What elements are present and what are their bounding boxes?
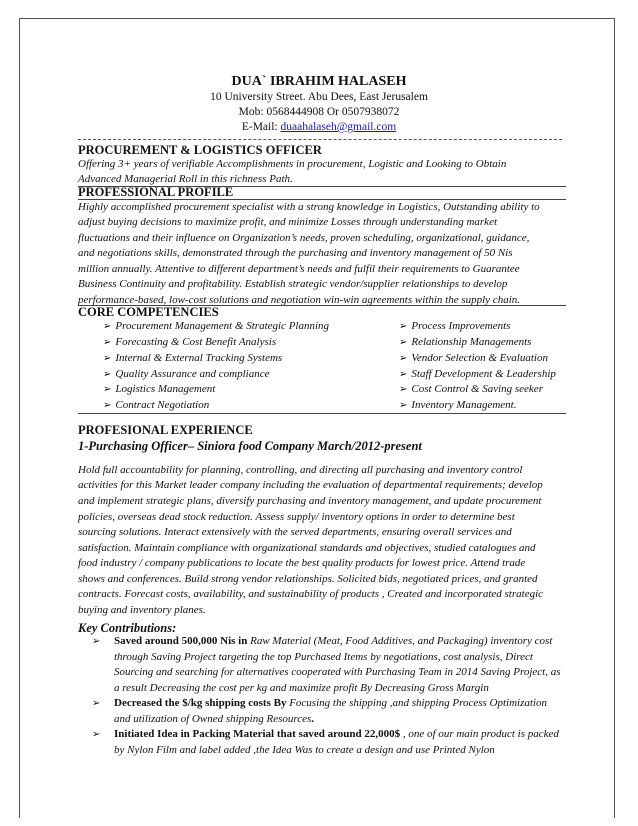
arrow-bullet-icon: ➢ — [399, 321, 408, 332]
candidate-name: DUA` IBRAHIM HALASEH — [231, 74, 407, 89]
objective-line: Advanced Managerial Roll in this richness Path. — [78, 173, 293, 185]
experience-title: PROFESIONAL EXPERIENCE — [78, 423, 253, 437]
contribution-item: ➢ Initiated Idea in Packing Material that saved around 22,000$ , one of our main product is packed by Nylon Film and label added ,the Idea Was to create a design and use Printed Nylon — [92, 728, 559, 756]
arrow-bullet-icon: ➢ — [399, 369, 408, 380]
competency-item: ➢ Vendor Selection & Evaluation — [399, 352, 548, 364]
objective-line: Offering 3+ years of verifiable Accomplishments in procurement, Logistic and Looking to Obtain — [78, 158, 507, 170]
profile-line: Highly accomplished procurement specialist with a strong knowledge in Logistics, Outstanding ability to — [78, 201, 540, 213]
competency-item: ➢ Procurement Management & Strategic Planning — [103, 320, 330, 332]
job-description-line: buying and inventory planes. — [78, 604, 206, 616]
job-description-line: food industry / company publications to locate the best quality products for lowest price. Attend trade — [78, 557, 526, 569]
contribution-item: ➢ Saved around 500,000 Nis in Raw Material (Meat, Food Additives, and Packaging) inventory cost through Saving Project targeting the top Purchased Items by negotiations, cost analysis, Direct Sourcing and searching for alternatives cooperated with Purchasing Team in 2014 Saving Project, as a result Decreasing the cost per kg and maximize profit By Decreasing Gross Margin — [92, 635, 561, 694]
job-title: 1-Purchasing Officer– Siniora food Company March/2012-present — [78, 439, 422, 453]
arrow-bullet-icon: ➢ — [92, 698, 101, 709]
divider — [78, 139, 562, 140]
job-description-line: contracts. Forecast costs, availability, and sustainability of products , Created and incorporated strategic — [78, 588, 544, 600]
profile-line: million annually. Attentive to different department’s needs and fulfil their requirements to Guarantee — [78, 263, 520, 275]
arrow-bullet-icon: ➢ — [399, 400, 408, 411]
job-description-line: sourcing solutions. Interact extensively with the served departments, ensuring overall services and — [78, 526, 512, 538]
arrow-bullet-icon: ➢ — [92, 729, 101, 740]
competency-item: ➢ Relationship Managements — [399, 336, 532, 348]
competencies-title: CORE COMPETENCIES — [78, 305, 219, 319]
objective-title: PROCUREMENT & LOGISTICS OFFICER — [78, 143, 322, 157]
arrow-bullet-icon: ➢ — [103, 353, 112, 364]
arrow-bullet-icon: ➢ — [92, 636, 101, 647]
competency-item: ➢ Contract Negotiation — [103, 399, 210, 411]
profile-line: performance-based, low-cost solutions and negotiation win-win agreements within the supply chain. — [78, 294, 520, 306]
divider — [78, 413, 566, 414]
job-description-line: activities for this Market leader company including the evaluation of departmental requirements; develop — [78, 479, 543, 491]
job-description-line: policies, overseas dead stock reduction. Assess supply/ inventory options in order to determine best — [78, 511, 515, 523]
arrow-bullet-icon: ➢ — [399, 384, 408, 395]
job-description-line: satisfaction. Maintain compliance with organizational standards and objectives, studied catalogues and — [78, 542, 536, 554]
competency-item: ➢ Internal & External Tracking Systems — [103, 352, 283, 364]
email-line: E-Mail: duaahalaseh@gmail.com — [241, 121, 397, 133]
job-description-line: shows and conferences. Build strong vendor relationships. Solicited bids, negotiated prices, and granted — [78, 573, 538, 585]
arrow-bullet-icon: ➢ — [103, 337, 112, 348]
competency-item: ➢ Process Improvements — [399, 320, 511, 332]
contribution-item: ➢ Decreased the $/kg shipping costs By Focusing the shipping ,and shipping Process Optimization and utilization of Owned shipping Resources. — [92, 697, 547, 725]
profile-line: adjust buying decisions to maximize profit, and minimize Losses through understanding market — [78, 216, 498, 228]
arrow-bullet-icon: ➢ — [399, 353, 408, 364]
competency-item: ➢ Cost Control & Saving seeker — [399, 383, 543, 395]
job-description-line: Hold full accountability for planning, controlling, and directing all purchasing and inventory control — [78, 464, 523, 476]
mobile: Mob: 0568444908 Or 0507938072 — [238, 106, 400, 118]
arrow-bullet-icon: ➢ — [103, 321, 112, 332]
competency-item: ➢ Forecasting & Cost Benefit Analysis — [103, 336, 277, 348]
profile-line: fluctuations and their influence on Organization’s needs, proven scheduling, organizational, guidance, — [78, 232, 530, 244]
job-description-line: and implement strategic plans, diversify purchasing and inventory management, and update procurement — [78, 495, 542, 507]
arrow-bullet-icon: ➢ — [103, 369, 112, 380]
address: 10 University Street. Abu Dees, East Jerusalem — [210, 91, 428, 103]
competency-item: ➢ Logistics Management — [103, 383, 216, 395]
competency-item: ➢ Staff Development & Leadership — [399, 368, 556, 380]
profile-line: and negotiations skills, demonstrated through the purchasing and inventory management of 50 Nis — [78, 247, 513, 259]
profile-title: PROFESSIONAL PROFILE — [78, 185, 234, 199]
competency-item: ➢ Quality Assurance and compliance — [103, 368, 270, 380]
email-link[interactable]: duaahalaseh@gmail.com — [280, 121, 397, 133]
competency-item: ➢ Inventory Management. — [399, 399, 517, 411]
arrow-bullet-icon: ➢ — [103, 384, 112, 395]
profile-line: Business Continuity and profitability. Establish strategic vendor/supplier relationships to develop — [78, 278, 508, 290]
key-contributions-title: Key Contributions: — [78, 621, 177, 635]
arrow-bullet-icon: ➢ — [399, 337, 408, 348]
arrow-bullet-icon: ➢ — [103, 400, 112, 411]
